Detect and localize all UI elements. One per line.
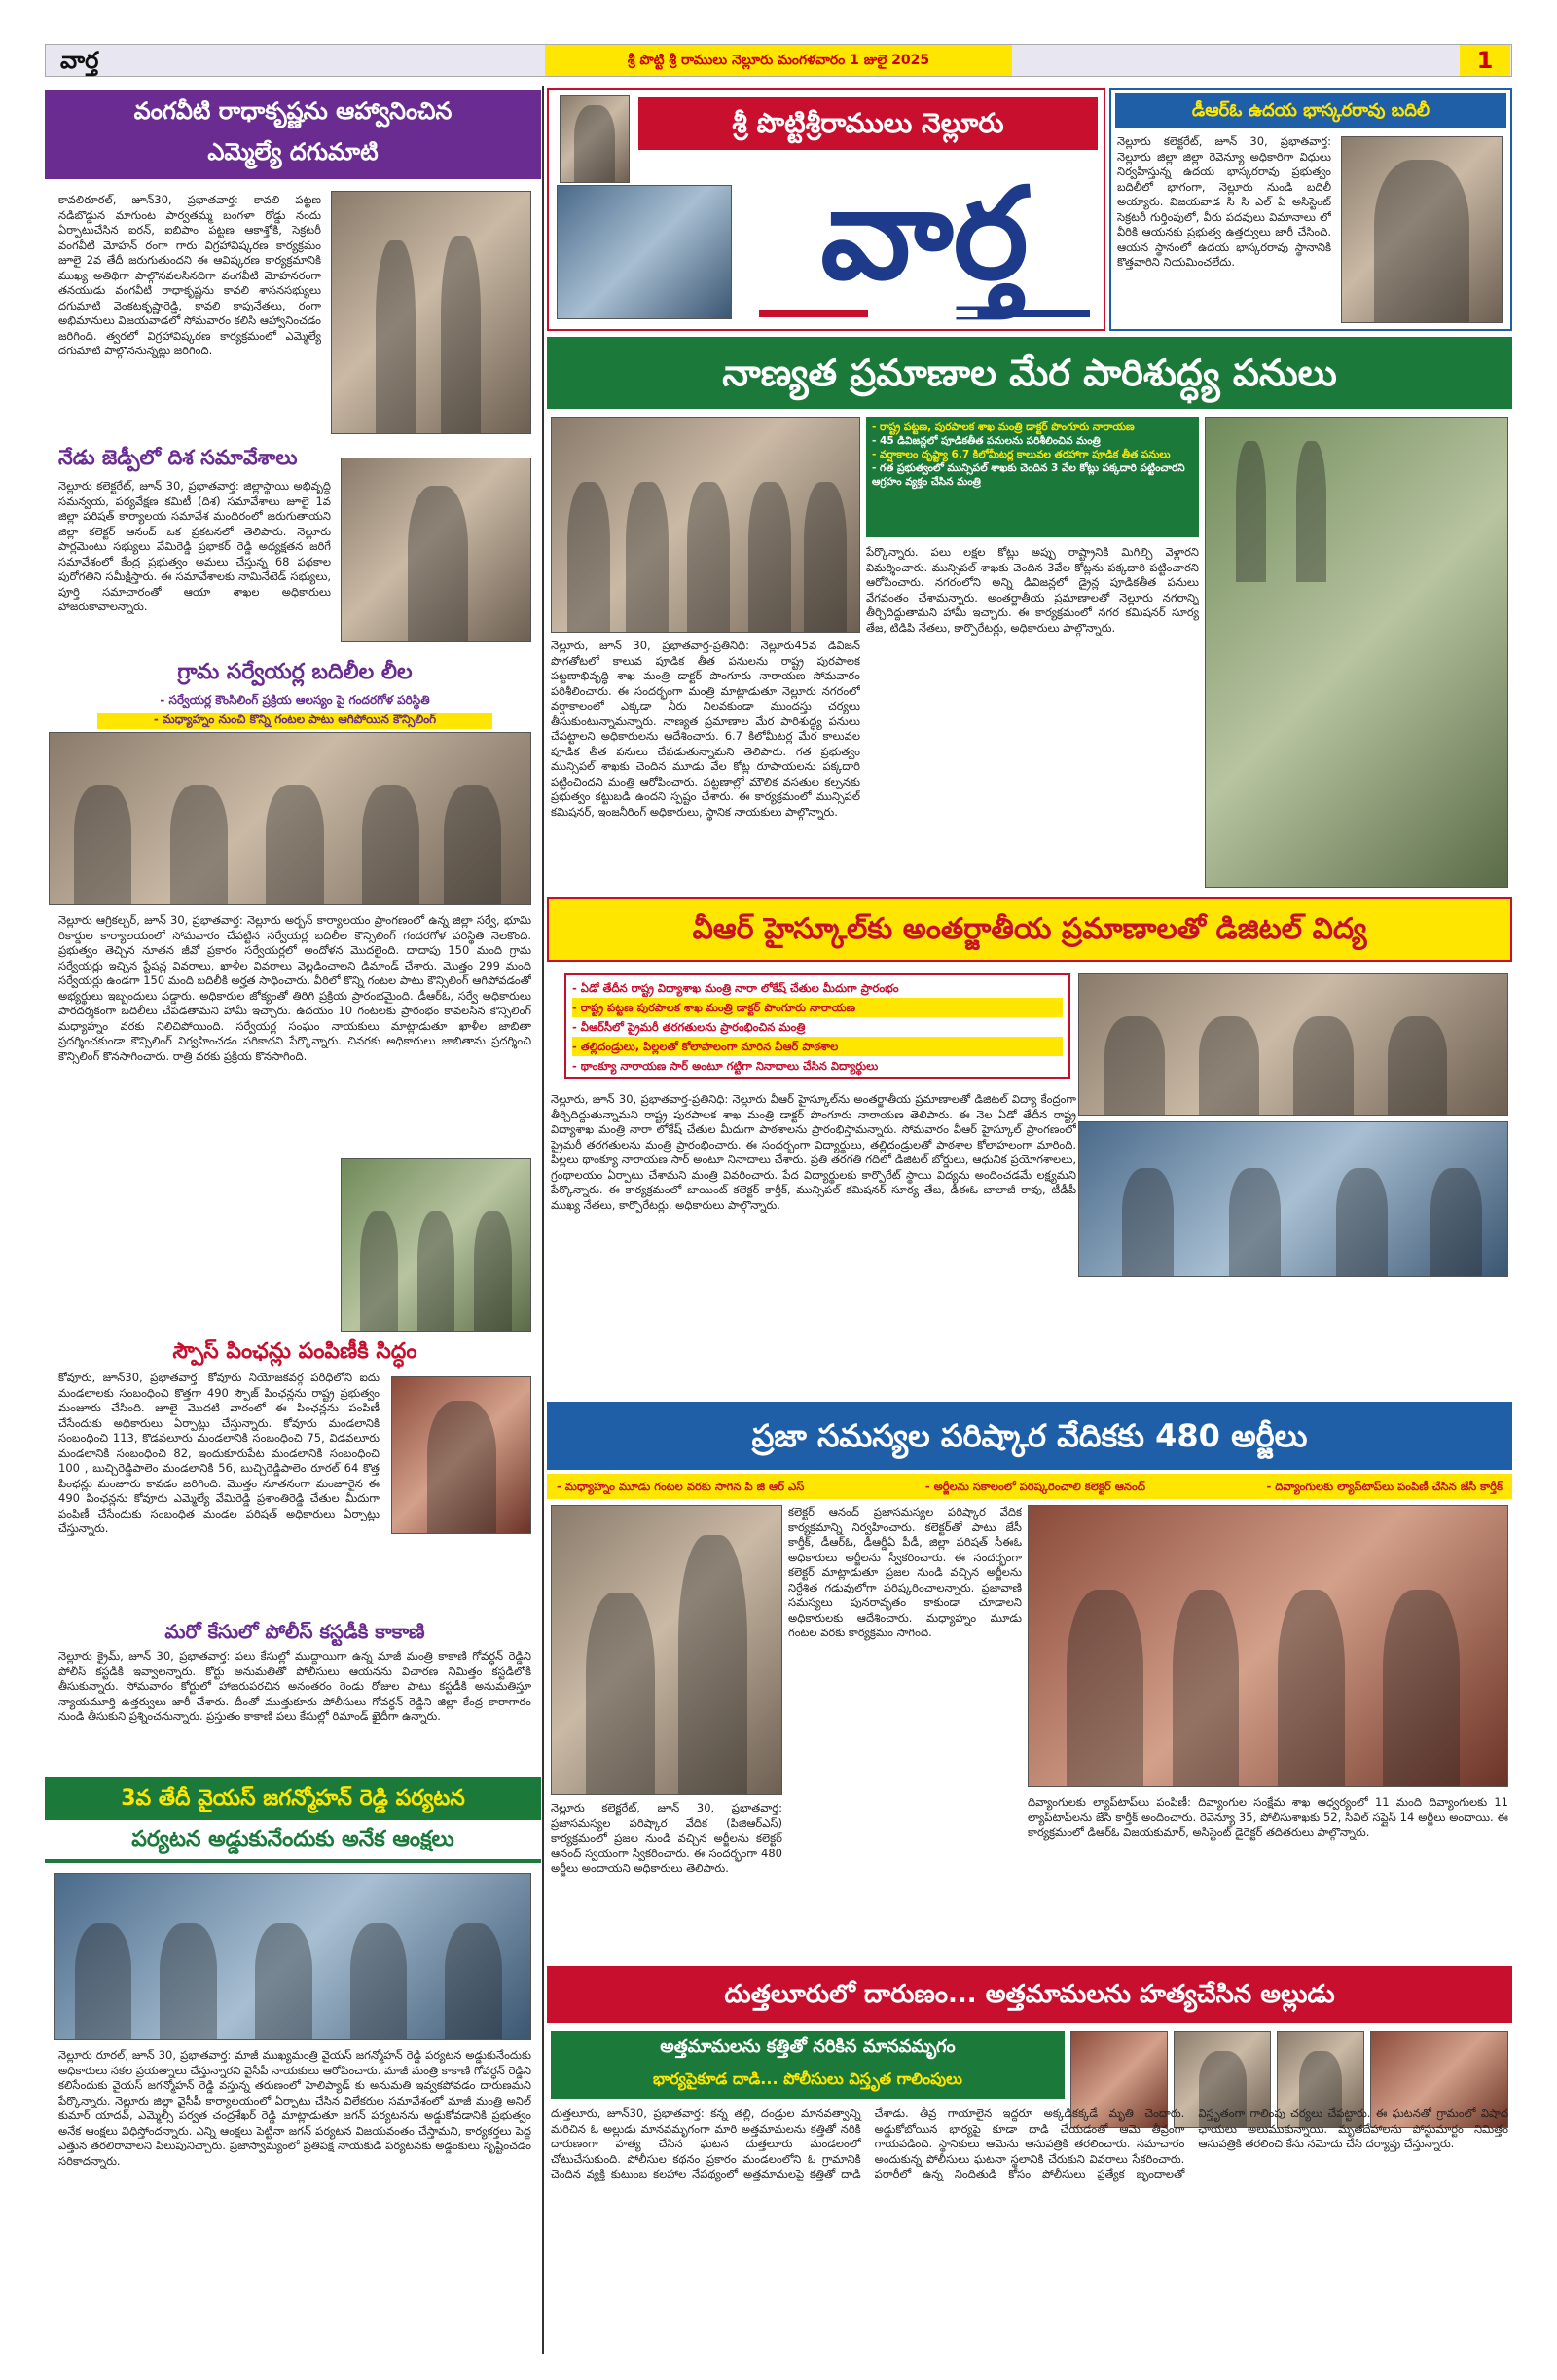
- story8-bullets: [866, 417, 1199, 537]
- story9-headline-box: [547, 897, 1512, 962]
- masthead-logo: వార్త: [820, 159, 1029, 308]
- story3-sub1: - సర్వేయర్ల కౌంసిలింగ్ ప్రక్రియ ఆలస్యం పై గందరగోళ పరిస్థితి: [160, 693, 430, 707]
- story6-headline-2: పర్యటన అడ్డుకునేందుకు అనేక ఆంక్షలు: [45, 1820, 541, 1859]
- story6-body: నెల్లూరు రూరల్, జూన్ 30, ప్రభాతవార్త: మాజీ ముఖ్యమంత్రి వైయస్ జగన్మోహన్ రెడ్డి పర్యటన అడ్డుకునేందుకు అధికారులు సకల ప్రయత్నాలు చేస్తున్నారని వైసీపీ నాయకులు ఆరోపించారు. మాజీ మంత్రి కాకాణి గోవర్ధన్ రెడ్డిని కలిసేందుకు వైయస్ జగన్మోహన్ రెడ్డి వస్తున్న తరుణంలో హెలిప్యాడ్ కు అనుమతి ఇవ్వకపోవడం దారుణమని పేర్కొన్నారు. నెల్లూరు జిల్లా వైసీపీ కార్యాలయంలో ఏర్పాటు చేసిన విలేకరుల సమావేశంలో మాజీ మంత్రి అనిల్ కుమార్ యాదవ్, ఎమ్మెల్సీ పర్వత చంద్రశేఖర్ రెడ్డి మాట్లాడుతూ జగన్ పర్యటనను అడ్డుకోవడానికి ప్రభుత్వం అనేక ఆంక్షలు విధిస్తోందన్నారు. ఎన్ని ఆంక్షలు పెట్టినా జగన్ పర్యటన విజయవంతం చేస్తామని, కార్యకర్తలు పెద్ద ఎత్తున తరలిరావాలని పిలుపునిచ్చారు. ప్రజాస్వామ్యంలో ప్రతిపక్ష నాయకుడి పర్యటనకు అడ్డంకులు సృష్టించడం సరికాదన్నారు.: [58, 2048, 531, 2168]
- story10-body-mid: కలెక్టర్ ఆనంద్ ప్రజాసమస్యల పరిష్కార వేదిక కార్యక్రమాన్ని నిర్వహించారు. కలెక్టర్‌తో పాటు జేసీ కార్తీక్, డీఆర్ఓ, డీఆర్డీఏ పీడీ, జిల్లా పరిషత్ సీఈఓ అధికారులు అర్జీలను స్వీకరించారు. ఈ సందర్భంగా కలెక్టర్ మాట్లాడుతూ ప్రజల నుండి వచ్చిన అర్జీలను నిర్దేశిత గడువులోగా పరిష్కరించాలన్నారు. ప్రజావాణి సమస్యలు పునరావృతం కాకుండా చూడాలని అధికారులకు ఆదేశించారు. మధ్యాహ్నం మూడు గంటల వరకు కార్యక్రమం సాగింది.: [788, 1505, 1022, 1639]
- story6-photo: [54, 1873, 531, 2040]
- story3-body: నెల్లూరు ఆగ్రికల్చర్, జూన్ 30, ప్రభాతవార్త: నెల్లూరు అర్బన్ కార్యాలయం ప్రాంగణంలో ఉన్న జిల్లా సర్వే, భూమి రికార్డుల కార్యాలయంలో సోమవారం చేపట్టిన సర్వేయర్ల బదిలీల కౌన్సిలింగ్ గందరగోళ పరిస్థితి నెలకొంది. ప్రభుత్వం తెచ్చిన నూతన జీవో ప్రకారం సర్వేయర్లలో అందోళన మొదలైంది. దాదాపు 150 మంది గ్రామ సర్వేయర్లు ఇచ్చిన స్టేషన్ల వివరాలు, ఖాళీల వివరాలు వెల్లడించాలని డిమాండ్ చేశారు. మొత్తం 299 మంది సర్వేయర్లు ఉండగా 150 మంది బదిలీకి అర్హత సాధించారు. వీరిలో కొన్ని గంటల పాటు కౌన్సిలింగ్ ఆగిపోవడంతో అభ్యర్థులు ఇబ్బందులు పడ్డారు. అధికారుల జోక్యంతో తిరిగి ప్రక్రియ ప్రారంభమైంది. డీఆర్ఓ, సర్వే అధికారులు పారదర్శకంగా బదిలీలు చేపడతామని హామీ ఇచ్చారు. ఉదయం 10 గంటలకు ప్రారంభం కావలసిన కౌన్సిలింగ్ మధ్యాహ్నం వరకు నిలిచిపోయింది. సర్వేయర్ల సంఘం నాయకులు మాట్లాడుతూ ఖాళీల జాబితా ప్రదర్శించకుండా కౌన్సిలింగ్ నిర్వహించడం సరికాదని పేర్కొన్నారు. చివరకు అధికారులు జాబితాను ప్రదర్శించి కౌన్సిలింగ్ కొనసాగించారు. రాత్రి వరకు ప్రక్రియ కొనసాగింది.: [58, 913, 531, 1063]
- story9-bullet-2: - రాష్ట్ర పట్టణ పురపాలక శాఖ మంత్రి డాక్టర్ పొంగూరు నారాయణ: [572, 998, 1063, 1017]
- story8-body-right: పేర్కొన్నారు. పలు లక్షల కోట్లు అప్పు రాష్ట్రానికి మిగిల్చి వెళ్లారని విమర్శించారు. మున్సిపల్ శాఖకు చెందిన 3వేల కోట్లను పక్కదారి పట్టించారని ఆరోపించారు. నగరంలోని అన్ని డివిజన్లలో డ్రైన్ల పూడికతీత పనులు వేగవంతం చేశామన్నారు. అంతర్జాతీయ ప్రమాణాలతో నెల్లూరు నగరాన్ని తీర్చిదిద్దుతామని హామీ ఇచ్చారు. ఈ కార్యక్రమంలో నగర కమిషనర్ సూర్య తేజ, టిడిపి నేతలు, కార్పొరేటర్లు, అధికారులు పాల్గొన్నారు.: [866, 545, 1199, 635]
- column-divider: [542, 86, 544, 2354]
- story10-subbar: [547, 1474, 1512, 1499]
- story3-sub2: - మధ్యాహ్నం నుంచి కొన్ని గంటల పాటు ఆగిపోయిన కౌన్సిలింగ్: [97, 713, 492, 729]
- top-brand: వార్త: [60, 46, 99, 74]
- story5-headline: మరో కేసులో పోలీస్ కస్టడీకి కాకాణి: [164, 1620, 425, 1643]
- story9-body: నెల్లూరు, జూన్ 30, ప్రభాతవార్త-ప్రతినిధి: నెల్లూరు వీఆర్ హైస్కూల్‌ను అంతర్జాతీయ ప్రమాణాలతో డిజిటల్ విద్యా కేంద్రంగా తీర్చిదిద్దుతున్నామని రాష్ట్ర పురపాలక శాఖ మంత్రి డాక్టర్ పొంగూరు నారాయణ తెలిపారు. ఈ నెల ఏడో తేదీన రాష్ట్ర విద్యాశాఖ మంత్రి నారా లోకేష్ చేతుల మీదుగా పాఠశాలను ప్రారంభిస్తామన్నారు. సోమవారం వీఆర్ హైస్కూల్ ప్రాంగణంలో ప్రైమరీ తరగతులను మంత్రి ప్రారంభించారు. ఈ సందర్భంగా విద్యార్థులు, తల్లిదండ్రులతో పాఠశాల కోలాహలంగా మారింది. పిల్లలు థాంక్యూ నారాయణ సార్ అంటూ నినాదాలు చేశారు. ప్రతి తరగతి గదిలో డిజిటల్ బోర్డులు, ఆధునిక ప్రయోగశాలలు, గ్రంథాలయం ఏర్పాటు చేశామని మంత్రి వివరించారు. పేద విద్యార్థులకు కార్పొరేట్ స్థాయి విద్యను అందించడమే లక్ష్యమని పేర్కొన్నారు. ఈ కార్యక్రమంలో జాయింట్ కలెక్టర్ కార్తీక్, మున్సిపల్ కమిషనర్ సూర్య తేజ, డీఈఓ బాలాజీ రావు, టీడీపీ ముఖ్య నేతలు, కార్పొరేటర్లు, అధికారులు పాల్గొన్నారు.: [551, 1092, 1076, 1212]
- story8-photo-drain: [1205, 417, 1508, 888]
- story4-headline: స్పౌస్ పింఛన్లు పంపిణీకి సిద్ధం: [172, 1339, 417, 1364]
- story9-photo-1: [1078, 973, 1508, 1116]
- story2-photo: [341, 458, 531, 642]
- story9-bullet-3: - వీఆర్‌సీలో ప్రైమరీ తరగతులను ప్రారంభించిన మంత్రి: [572, 1020, 806, 1034]
- story3-photo-1: [49, 732, 531, 905]
- story1-headline-2: ఎమ్మెల్యే దగుమాటి: [207, 138, 379, 165]
- story10-sub-1: - మధ్యాహ్నం మూడు గంటల వరకు సాగిన పి జి ఆర్ ఎస్: [557, 1480, 805, 1493]
- story1-body: కావలిరూరల్, జూన్30, ప్రభాతవార్త: కావలి పట్టణ నడిబొడ్డున మాగుంట పార్వతమ్మ బంగళా రోడ్డు నందు ఏర్పాటుచేసిన ఐరన్, ఐబిపాం పట్టణ ఆకాశ్తోకి, సెక్రటరీ వంగవీటి మోహన్ రంగా గారు విగ్రహావిష్కరణ కార్యక్రమం జూలై 2వ తేదీ జరుగుతుందని ఈ ఆవిష్కరణ కార్యక్రమానికి ముఖ్య అతిథిగా పాల్గొనవలసినదిగా వంగవీటి మోహనరంగా తనయుడు వంగవీటి రాధాకృష్ణను కావలి శాసనసభ్యులు దగుమాటి వెంకటకృష్ణారెడ్డి, కావలి కాపునేతలు, రంగా అభిమానులు విజయవాడలో సోమవారం కలిసి ఆహ్వానించడం జరిగింది. త్వరలో విగ్రహావిష్కరణ కార్యక్రమంలో ఎమ్మెల్యే దగుమాటి పాల్గొననున్నట్లు జరిగింది.: [58, 193, 321, 357]
- story6-headline-box: [45, 1777, 541, 1863]
- masthead-landmarks: [557, 185, 732, 319]
- story1-headline-box: [45, 90, 541, 179]
- story7-photo: [1341, 136, 1503, 323]
- story4-body: కోవూరు, జూన్30, ప్రభాతవార్త: కోవూరు నియోజకవర్గ పరిధిలోని ఐదు మండలాలకు సంబంధించి కొత్తగా 490 స్పౌజ్ పింఛన్లను రాష్ట్ర ప్రభుత్వం మంజూరు చేసింది. జూలై మొదటి వారంలో ఈ పింఛన్లను పంపిణీ చేసేందుకు అధికారులు ఏర్పాట్లు చేస్తున్నారు. కోవూరు మండలానికి సంబంధించి 113, కొడవలూరు మండలానికి సంబంధించి 75, విడవలూరు మండలానికి సంబంధించి 82, ఇందుకూరుపేట మండలానికి సంబంధించి 100 , బుచ్చిరెడ్డిపాలెం మండలానికి 56, బుచ్చిరెడ్డిపాలెం రూరల్ 64 కొత్త పింఛన్లు మంజూరు కావడం జరిగింది. మొత్తం నూతనంగా మంజూరైన ఈ 490 పింఛన్లను కోవూరు ఎమ్మెల్యే వేమిరెడ్డి ప్రశాంతిరెడ్డి చేతుల మీదుగా పంపిణీ చేసేందుకు సంబంధిత మండల పరిషత్ అధికారులు ఏర్పాట్లు చేస్తున్నారు.: [58, 1371, 380, 1535]
- story9-bullet-5: - థాంక్యూ నారాయణ సార్ అంటూ గట్టిగా నినాదాలు చేసిన విద్యార్థులు: [572, 1059, 879, 1073]
- story10-body-right: దివ్యాంగులకు ల్యాప్‌టాప్‌లు పంపిణీ: దివ్యాంగుల సంక్షేమ శాఖ ఆధ్వర్యంలో 11 మంది దివ్యాంగులకు 11 ల్యాప్‌టాప్‌లను జేసీ కార్తీక్ అందించారు. రెవెన్యూ 35, పోలీసుశాఖకు 52, సివిల్ సప్లైస్ 14 అర్జీలు అందాయి. ఈ కార్యక్రమంలో డిఆర్ఓ విజయకుమార్, అసిస్టెంట్ డైరెక్టర్ తదితరులు పాల్గొన్నారు.: [1028, 1795, 1508, 1839]
- founder-portrait: [560, 95, 630, 183]
- story11-headline: దుత్తలూరులో దారుణం... అత్తమామలను హత్యచేసిన అల్లుడు: [724, 1980, 1335, 2009]
- story7-body: నెల్లూరు కలెక్టరేట్, జూన్ 30, ప్రభాతవార్త: నెల్లూరు జిల్లా జిల్లా రెవెన్యూ అధికారిగా విధులు నిర్వహిస్తున్న ఉదయ భాస్కరరావు ప్రభుత్వం బదిలీలో భాగంగా, నెల్లూరు నుండి బదిలీ అయ్యారు. విజయవాడ సి సి ఎల్ ఏ అసిస్టెంట్ సెక్రటరీ గుర్తింపులో, వీరు పదవులు విమానాలు లో వీరికి ఆయనకు ప్రభుత్వ ఉత్తర్వులు జారీ చేసింది. ఆయన స్థానంలో ఉదయ భాస్కరరావు స్థానానికి కొత్తవారిని నియమించలేదు.: [1117, 134, 1331, 269]
- story9-headline: వీఆర్ హైస్కూల్‌కు అంతర్జాతీయ ప్రమాణాలతో డిజిటల్ విద్య: [692, 912, 1367, 946]
- story11-headline-box: [547, 1966, 1512, 2023]
- edition-line: శ్రీ పొట్టి శ్రీ రాములు నెల్లూరు మంగళవారం 1 జులై 2025: [545, 45, 1012, 76]
- story1-headline-1: వంగవీటి రాధాకృష్ణను ఆహ్వానించిన: [133, 97, 453, 125]
- story11-sub-1: అత్తమామలను కత్తితో నరికిన మానవమృగం: [660, 2036, 956, 2057]
- masthead-region: శ్రీ పొట్టిశ్రీరాములు నెల్లూరు: [638, 97, 1098, 150]
- story9-body-cont: [1082, 1283, 1508, 1394]
- story11-body: దుత్తలూరు, జూన్30, ప్రభాతవార్త: కన్న తల్లి, దండ్రుల మానవత్వాన్ని మరిచిన ఓ అల్లుడు మానవమృగంగా మారి అత్తమామలను కత్తితో నరికి దారుణంగా హత్య చేసిన ఘటన దుత్తలూరు మండలంలో చోటుచేసుకుంది. పోలీసుల కథనం ప్రకారం మండలంలోని ఓ గ్రామానికి చెందిన వ్యక్తి కుటుంబ కలహాల నేపథ్యంలో అత్తమామలపై కత్తితో దాడి చేశాడు. తీవ్ర గాయాలైన ఇద్దరూ అక్కడికక్కడే మృతి చెందారు. అడ్డుకోబోయిన భార్యపై కూడా దాడి చేయడంతో ఆమె తీవ్రంగా గాయపడింది. స్థానికులు ఆమెను ఆసుపత్రికి తరలించారు. సమాచారం అందుకున్న పోలీసులు ఘటనా స్థలానికి చేరుకుని వివరాలు సేకరించారు. పరారీలో ఉన్న నిందితుడి కోసం పోలీసులు ప్రత్యేక బృందాలతో విస్తృతంగా గాలింపు చర్యలు చేపట్టారు. ఈ ఘటనతో గ్రామంలో విషాద ఛాయలు అలుముకున్నాయి. మృతదేహాలను పోస్టుమార్టం నిమిత్తం ఆసుపత్రికి తరలించి కేసు నమోదు చేసి దర్యాప్తు చేస్తున్నారు.: [551, 2106, 1508, 2180]
- story11-sub-2: భార్యపైకూడ దాడి... పోలీసులు విస్తృత గాలింపులు: [653, 2069, 962, 2088]
- story10-headline-box: [547, 1402, 1512, 1470]
- story8-bullet-4: - గత ప్రభుత్వంలో మున్సిపల్ శాఖకు చెందిన 3 వేల కోట్లు పక్కదారి పట్టించారని ఆగ్రహం వ్యక్తం చేసిన మంత్రి: [872, 462, 1185, 488]
- story6-headline-1: 3వ తేదీ వైయస్ జగన్మోహన్ రెడ్డి పర్యటన: [121, 1786, 465, 1811]
- story7-headline: డీఆర్ఓ ఉదయ భాస్కరరావు బదిలీ: [1115, 93, 1506, 128]
- story8-bullet-2: - 45 డివిజన్లలో పూడికతీత పనులను పరిశీలించిన మంత్రి: [872, 435, 1101, 447]
- story10-photo-1: [551, 1505, 782, 1795]
- story4-photo: [391, 1376, 531, 1534]
- story11-sub-box: [551, 2031, 1065, 2099]
- story10-sub-2: - అర్జీలను సకాలంలో పరిష్కరించాలి కలెక్టర్ ఆనంద్: [924, 1480, 1145, 1493]
- story10-headline: ప్రజా సమస్యల పరిష్కార వేదికకు 480 అర్జీలు: [751, 1417, 1308, 1454]
- story8-bullet-1: - రాష్ట్ర పట్టణ, పురపాలక శాఖ మంత్రి డాక్టర్ పొంగూరు నారాయణ: [872, 421, 1135, 433]
- story8-headline-box: [547, 337, 1512, 409]
- story9-bullet-1: - ఏడో తేదీన రాష్ట్ర విద్యాశాఖ మంత్రి నారా లోకేష్ చేతుల మీదుగా ప్రారంభం: [572, 981, 899, 995]
- story2-headline: నేడు జెడ్పీలో దిశ సమావేశాలు: [58, 446, 298, 469]
- story9-photo-2: [1078, 1121, 1508, 1277]
- story8-body-left: నెల్లూరు, జూన్ 30, ప్రభాతవార్త-ప్రతినిధి: నెల్లూరు45వ డివిజన్ పొగతోటలో కాలువ పూడిక తీత పనులను రాష్ట్ర పురపాలక పట్టణాభివృద్ధి శాఖ మంత్రి డాక్టర్ పొంగూరు నారాయణ సోమవారం పరిశీలించారు. ఈ సందర్భంగా మంత్రి మాట్లాడుతూ నెల్లూరు నగరంలో వర్షాకాలంలో ఎక్కడా నీరు నిలవకుండా ముందస్తు చర్యలు తీసుకుంటున్నామన్నారు. నాణ్యత ప్రమాణాల మేర పారిశుద్ధ్య పనులు చేపట్టాలని అధికారులను ఆదేశించారు. 6.7 కిలోమీటర్ల మేర కాలువల పూడిక తీత పనులు చేపడుతున్నామని తెలిపారు. గత ప్రభుత్వం మున్సిపల్ శాఖకు చెందిన మూడు వేల కోట్ల రూపాయలను పక్కదారి పట్టించిందని మంత్రి ఆరోపించారు. పట్టణాల్లో మౌలిక వసతుల కల్పనకు ప్రభుత్వం కట్టుబడి ఉందని స్పష్టం చేశారు. ఈ కార్యక్రమంలో మున్సిపల్ కమిషనర్, ఇంజనీరింగ్ అధికారులు, స్థానిక నాయకులు పాల్గొన్నారు.: [551, 639, 860, 819]
- story8-headline: నాణ్యత ప్రమాణాల మేర పారిశుద్ధ్య పనులు: [722, 351, 1337, 394]
- story10-sub-3: - దివ్యాంగులకు ల్యాప్‌టాప్‌లు పంపిణీ చేసిన జేసీ కార్తీక్: [1266, 1480, 1503, 1493]
- story9-bullet-4: - తల్లిదండ్రులు, పిల్లలతో కోలాహలంగా మారిన వీఆర్ పాఠశాల: [572, 1037, 1063, 1056]
- story1-photo: [331, 191, 531, 434]
- story8-bullet-3: - వర్షాకాలం దృష్ట్యా 6.7 కిలోమీటర్ల కాలువల తరహాగా పూడిక తీత పనులు: [872, 449, 1171, 460]
- story9-bullets: [564, 973, 1070, 1079]
- story10-photo-2: [1028, 1505, 1508, 1787]
- page-number: 1: [1460, 45, 1510, 76]
- story10-body-left: నెల్లూరు కలెక్టరేట్, జూన్ 30, ప్రభాతవార్త: ప్రజాసమస్యల పరిష్కార వేదిక (పిజిఆర్ఎస్) కార్యక్రమంలో ప్రజల నుండి వచ్చిన అర్జీలను కలెక్టర్ ఆనంద్ స్వయంగా స్వీకరించారు. ఈ సందర్భంగా 480 అర్జీలు అందాయని అధికారులు తెలిపారు.: [551, 1801, 782, 1875]
- story3-photo-2: [341, 1158, 531, 1332]
- story3-body-cont: [58, 1158, 331, 1332]
- masthead-flag-stripe: [759, 310, 1090, 317]
- story3-headline: గ్రామ సర్వేయర్ల బదిలీల లీల: [177, 660, 413, 684]
- story5-body: నెల్లూరు క్రైమ్, జూన్ 30, ప్రభాతవార్త: పలు కేసుల్లో ముద్దాయిగా ఉన్న మాజీ మంత్రి కాకాణి గోవర్ధన్ రెడ్డిని పోలీస్ కస్టడీకి ఇవ్వాలన్నారు. కోర్టు అనుమతితో పోలీసులు ఆయనను విచారణ నిమిత్తం కస్టడీలోకి తీసుకున్నారు. సోమవారం కోర్టులో హాజరుపరచిన అనంతరం రెండు రోజుల పాటు కస్టడీకి అనుమతిస్తూ న్యాయమూర్తి ఉత్తర్వులు జారీ చేశారు. దీంతో ముత్తుకూరు పోలీసులు గోవర్ధన్ రెడ్డిని జిల్లా కేంద్ర కారాగారం నుండి తీసుకుని ప్రశ్నించనున్నారు. ప్రస్తుతం కాకాణి పలు కేసుల్లో రిమాండ్ ఖైదీగా ఉన్నారు.: [58, 1649, 531, 1723]
- story2-body: నెల్లూరు కలెక్టరేట్, జూన్ 30, ప్రభాతవార్త: జిల్లాస్థాయి అభివృద్ధి సమన్వయ, పర్యవేక్షణ కమిటీ (దిశ) సమావేశాలు జూలై 1వ జిల్లా పరిషత్ కార్యాలయ సమావేశ మందిరంలో జరుగుతాయని జిల్లా కలెక్టర్ ఆనంద్ ఒక ప్రకటనలో తెలిపారు. నెల్లూరు పార్లమెంటు సభ్యులు వేమిరెడ్డి ప్రభాకర్ రెడ్డి అధ్యక్షతన జరిగే సమావేశంలో కేంద్ర ప్రభుత్వం అమలు చేస్తున్న 68 పథకాల పురోగతిని సమీక్షిస్తారు. ఈ సమావేశాలకు నామినేటెడ్ సభ్యులు, పూర్తి సమాచారంతో ఆయా శాఖల అధికారులు హాజరుకావాలన్నారు.: [58, 479, 331, 613]
- story8-photo-main: [551, 417, 860, 633]
